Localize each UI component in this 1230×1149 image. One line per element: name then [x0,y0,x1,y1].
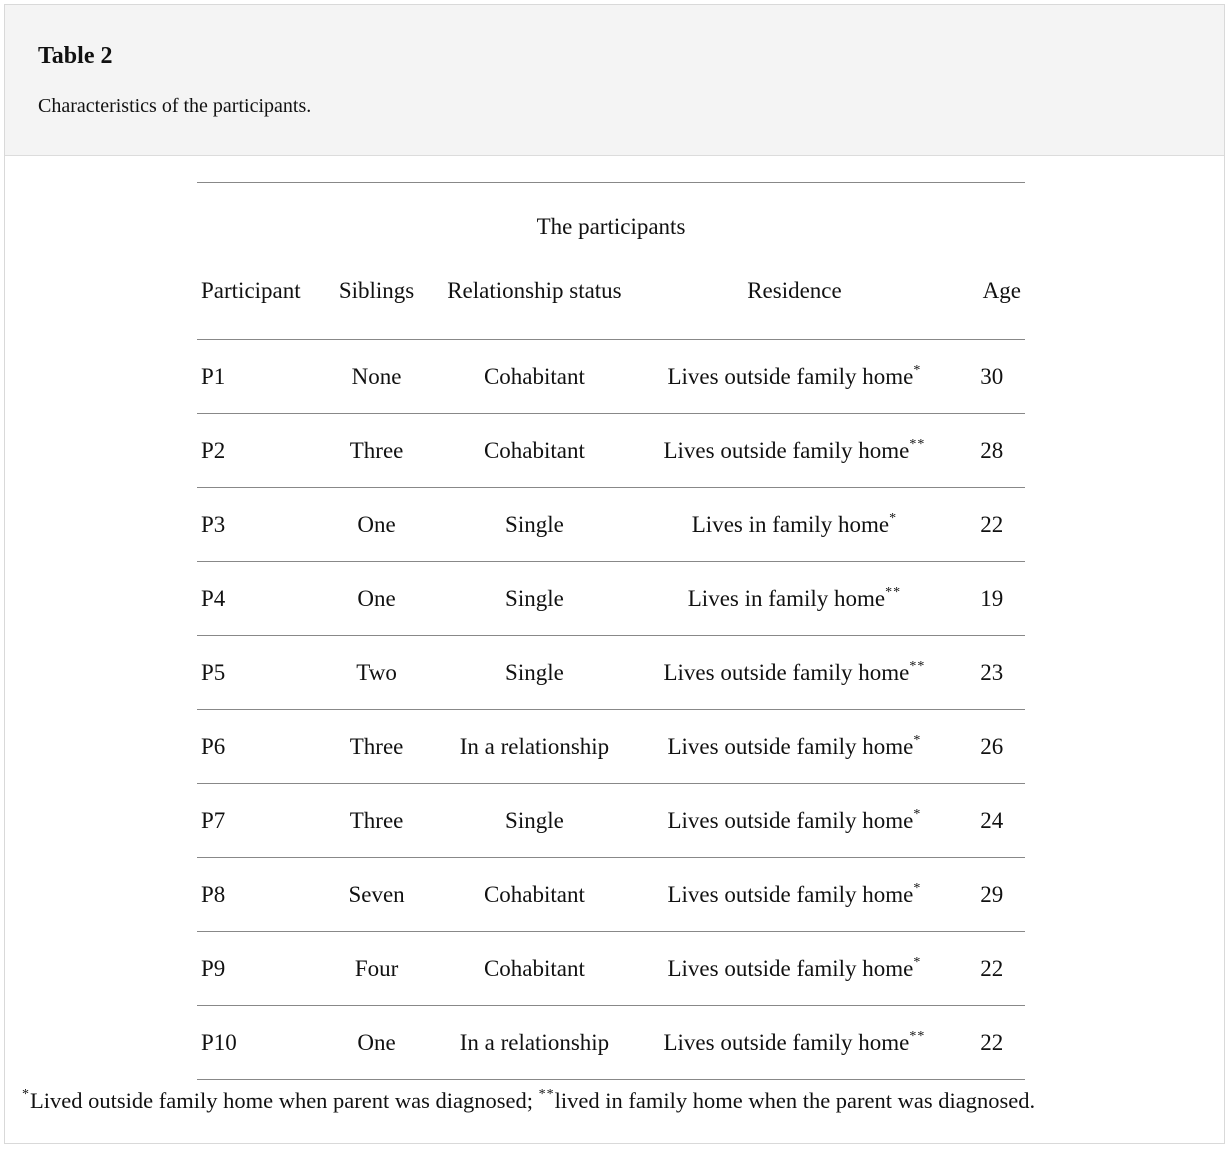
residence-text: Lives outside family home [663,1029,910,1055]
cell-siblings: One [329,488,425,562]
cell-relationship: Cohabitant [424,858,644,932]
residence-footnote-mark: ** [885,584,902,600]
table-row [197,340,1025,414]
cell-relationship: Cohabitant [424,932,644,1006]
table-row [197,784,1025,858]
cell-siblings: One [329,562,425,636]
table-footnote [22,1088,1035,1114]
cell-participant: P5 [197,636,329,710]
cell-residence [644,636,944,710]
cell-residence [644,858,944,932]
cell-age: 28 [944,414,1025,488]
footnote-text-2: lived in family home when the parent was diagnosed. [554,1088,1036,1113]
residence-footnote-mark: * [913,806,922,822]
cell-age: 19 [944,562,1025,636]
cell-siblings: None [329,340,425,414]
residence-text: Lives outside family home [663,437,910,463]
cell-relationship: Single [424,784,644,858]
table-row [197,858,1025,932]
cell-participant: P9 [197,932,329,1006]
residence-text: Lives in family home [687,585,886,611]
residence-text: Lives outside family home [667,807,914,833]
cell-age: 22 [944,488,1025,562]
residence-footnote-mark: ** [909,658,926,674]
cell-siblings: One [329,1006,425,1080]
residence-text: Lives outside family home [667,955,914,981]
cell-participant: P6 [197,710,329,784]
cell-participant: P3 [197,488,329,562]
cell-residence [644,488,944,562]
cell-residence [644,340,944,414]
residence-footnote-mark: * [913,880,922,896]
col-header-age: Age [944,263,1025,340]
cell-relationship: Single [424,636,644,710]
col-header-siblings: Siblings [329,263,425,340]
caption-header [5,5,1224,156]
table-label: Table 2 [38,43,113,69]
residence-footnote-mark: * [913,732,922,748]
footnote-mark-single: * [22,1087,30,1102]
cell-siblings: Seven [329,858,425,932]
cell-age: 22 [944,1006,1025,1080]
cell-relationship: Single [424,562,644,636]
column-header-row [197,263,1025,340]
group-header: The participants [536,214,686,239]
cell-siblings: Three [329,710,425,784]
residence-footnote-mark: * [913,954,922,970]
cell-age: 26 [944,710,1025,784]
cell-age: 30 [944,340,1025,414]
footnote-text-1: Lived outside family home when parent was diagnosed; [30,1088,539,1113]
cell-residence [644,562,944,636]
residence-text: Lives outside family home [667,363,914,389]
cell-siblings: Three [329,784,425,858]
cell-participant: P10 [197,1006,329,1080]
cell-residence [644,414,944,488]
cell-siblings: Four [329,932,425,1006]
table-row [197,562,1025,636]
cell-participant: P2 [197,414,329,488]
col-header-residence: Residence [644,263,944,340]
table-row [197,710,1025,784]
table-row [197,932,1025,1006]
table-body [197,340,1025,1080]
cell-participant: P1 [197,340,329,414]
col-header-participant: Participant [197,263,329,340]
residence-footnote-mark: ** [909,1028,926,1044]
cell-siblings: Three [329,414,425,488]
table-row [197,414,1025,488]
cell-relationship: Cohabitant [424,414,644,488]
cell-residence [644,932,944,1006]
cell-participant: P4 [197,562,329,636]
residence-text: Lives outside family home [663,659,910,685]
cell-relationship: In a relationship [424,710,644,784]
cell-participant: P8 [197,858,329,932]
participants-table [197,182,1025,1080]
cell-relationship: Single [424,488,644,562]
cell-age: 29 [944,858,1025,932]
residence-text: Lives outside family home [667,733,914,759]
residence-footnote-mark: ** [909,436,926,452]
footnote-mark-double: ** [538,1087,555,1102]
cell-residence [644,784,944,858]
cell-relationship: Cohabitant [424,340,644,414]
table-row [197,488,1025,562]
residence-text: Lives in family home [691,511,890,537]
cell-relationship: In a relationship [424,1006,644,1080]
residence-text: Lives outside family home [667,881,914,907]
table-caption: Characteristics of the participants. [38,95,312,117]
residence-footnote-mark: * [889,510,898,526]
cell-residence [644,710,944,784]
col-header-relationship: Relationship status [424,263,644,340]
cell-participant: P7 [197,784,329,858]
cell-age: 24 [944,784,1025,858]
cell-age: 23 [944,636,1025,710]
table-row [197,636,1025,710]
table-row [197,1006,1025,1080]
cell-residence [644,1006,944,1080]
cell-age: 22 [944,932,1025,1006]
cell-siblings: Two [329,636,425,710]
residence-footnote-mark: * [913,362,922,378]
